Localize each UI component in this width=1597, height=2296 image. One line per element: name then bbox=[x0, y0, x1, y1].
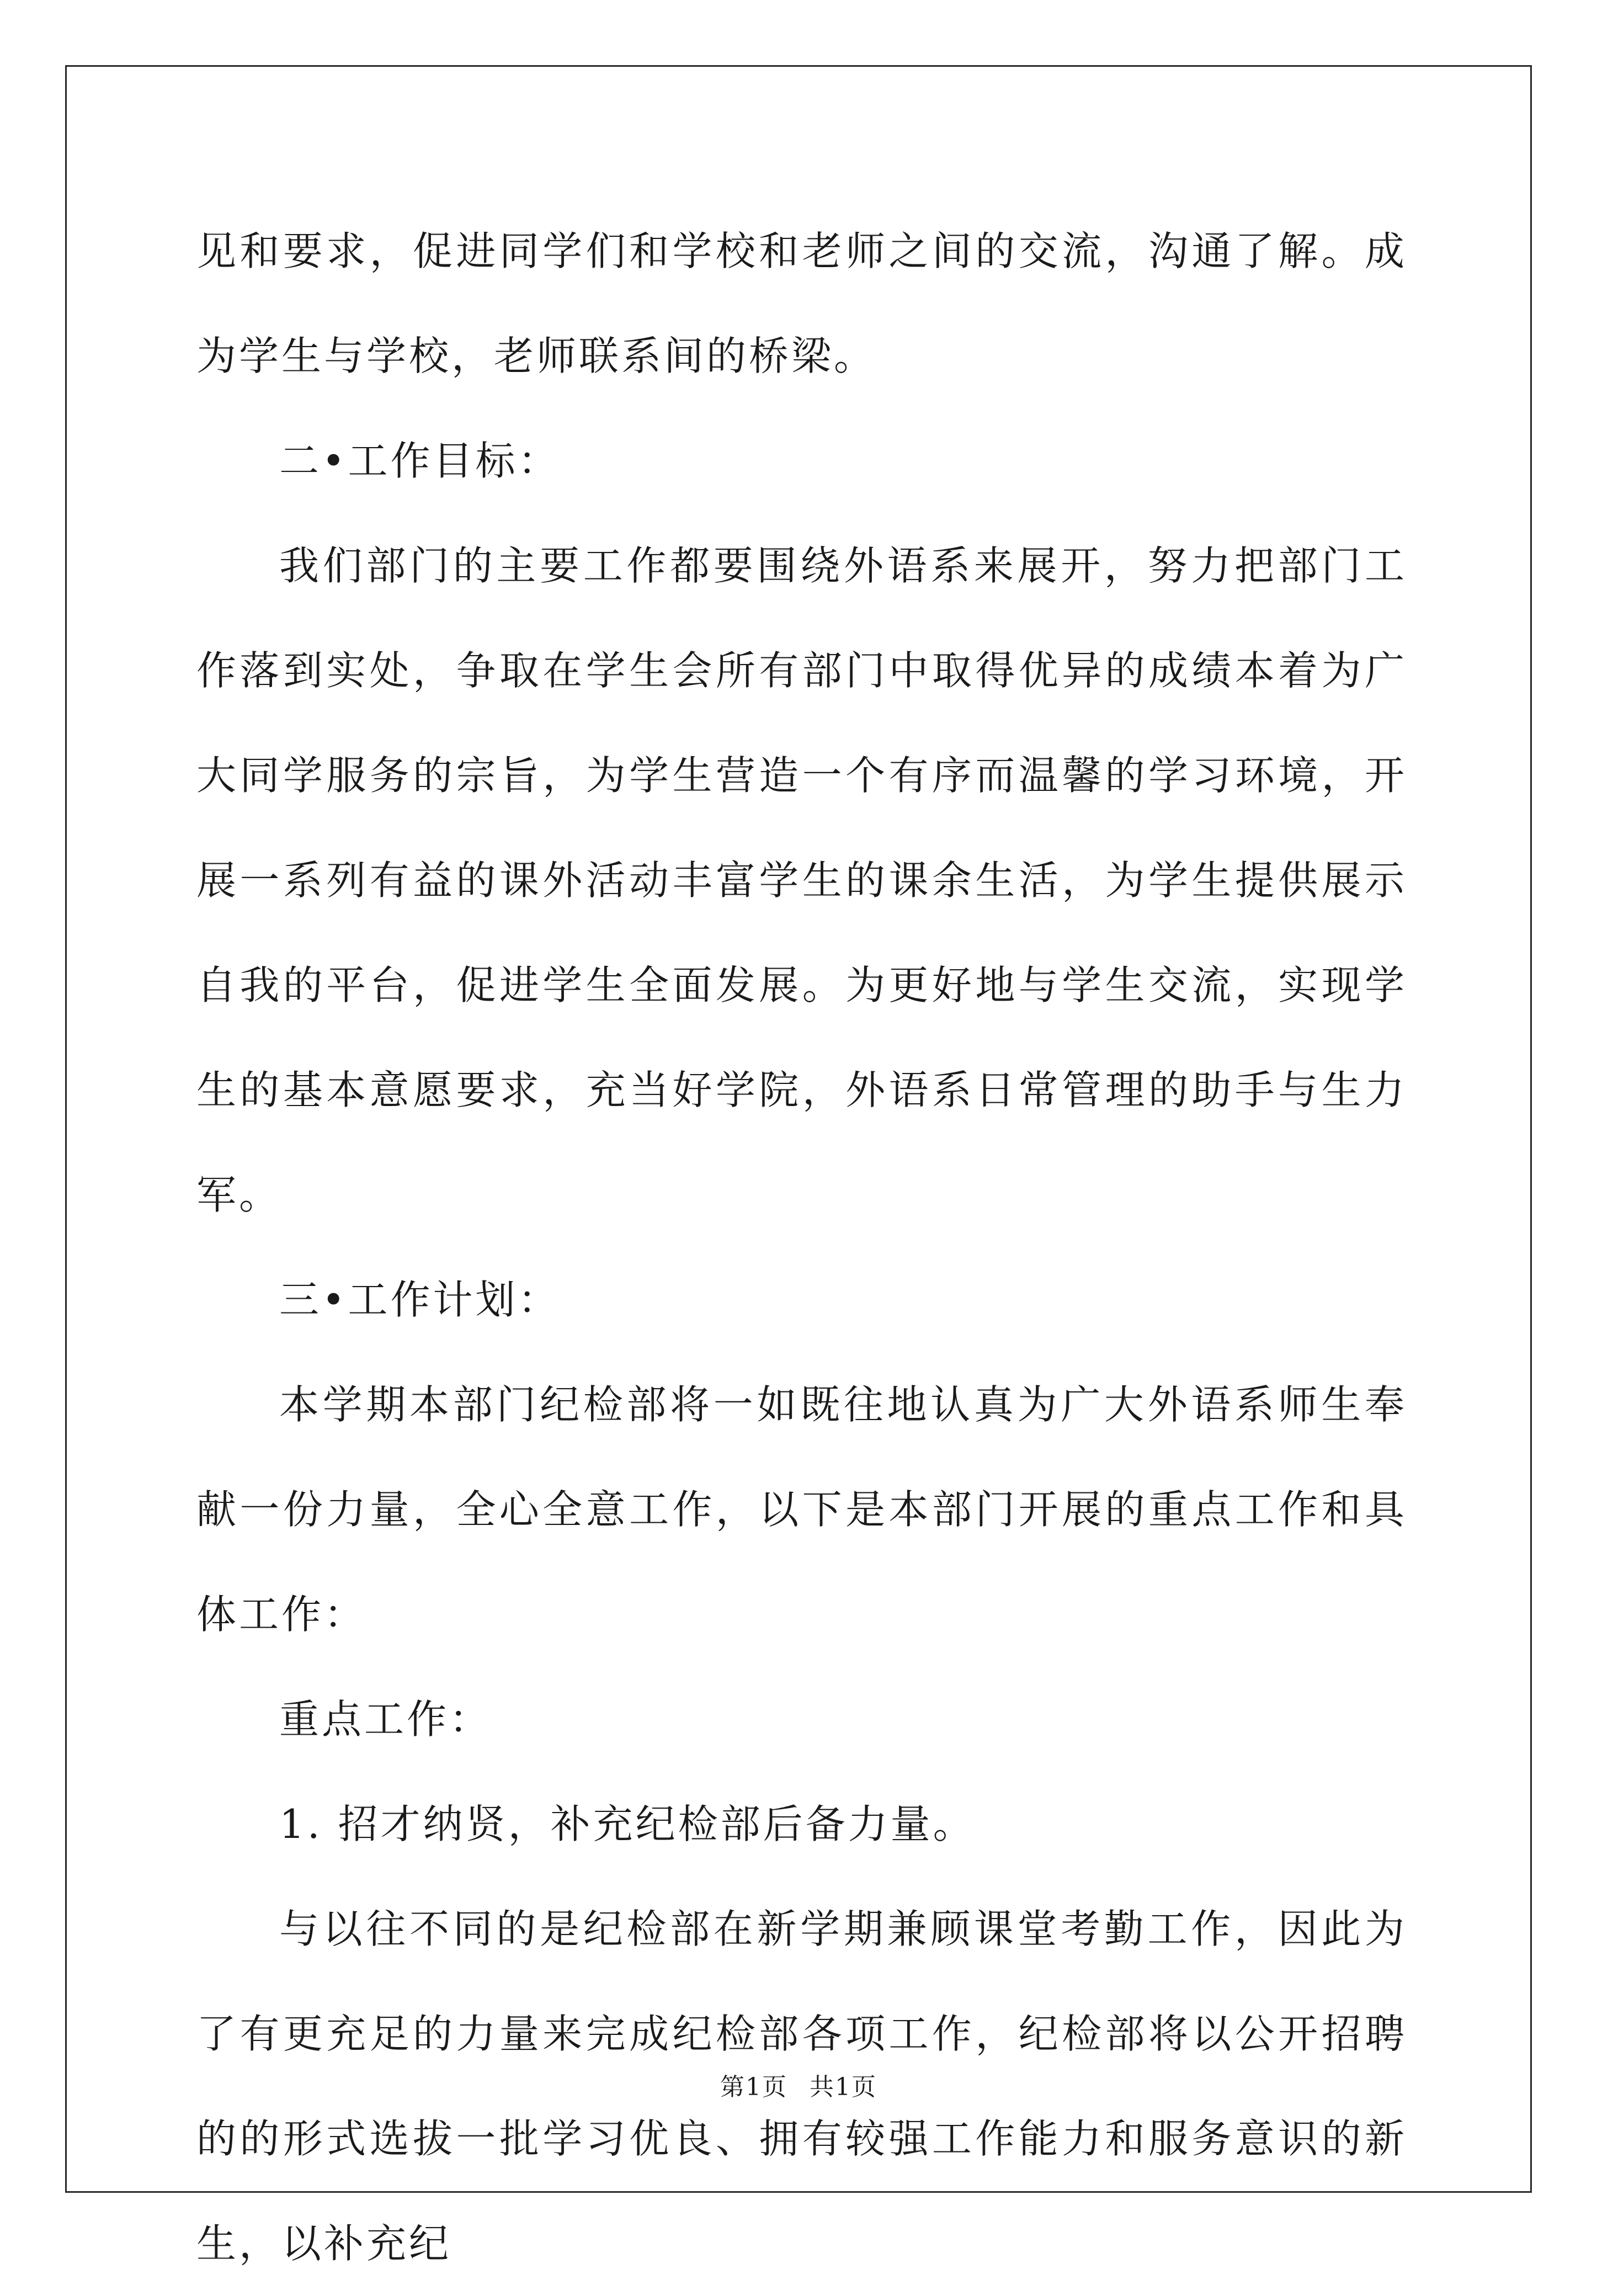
paragraph-goals: 我们部门的主要工作都要围绕外语系来展开，努力把部门工作落到实处，争取在学生会所有部门中取得优异的成绩本着为广大同学服务的宗旨，为学生营造一个有序而温馨的学习环境，开展一系列有益的课外活动丰富学生的课余生活，为学生提供展示自我的平台，促进学生全面发展。为更好地与学生交流，实现学生的基本意愿要求，充当好学院，外语系日常管理的助手与生力军。 bbox=[196, 543, 1407, 1218]
paragraph-continuation: 见和要求，促进同学们和学校和老师之间的交流，沟通了解。成为学生与学校，老师联系间的桥梁。 bbox=[196, 228, 1407, 379]
page-total: 共1页 bbox=[810, 2073, 877, 2101]
section-heading-goals: 二•工作目标： bbox=[279, 438, 561, 484]
section-heading-plan: 三•工作计划： bbox=[279, 1277, 561, 1323]
paragraph-recruitment: 与以往不同的是纪检部在新学期兼顾课堂考勤工作，因此为了有更充足的力量来完成纪检部各项工作，纪检部将以公开招聘的的形式选拔一批学习优良、拥有较强工作能力和服务意识的新生，以补充纪 bbox=[196, 1906, 1407, 2267]
paragraph-plan-intro: 本学期本部门纪检部将一如既往地认真为广大外语系师生奉献一份力量，全心全意工作，以下是本部门开展的重点工作和具体工作： bbox=[196, 1381, 1407, 1638]
subheading-key-work: 重点工作： bbox=[279, 1696, 492, 1742]
list-item-recruitment: 1. 招才纳贤，补充纪检部后备力量。 bbox=[279, 1801, 976, 1847]
page-footer bbox=[0, 2071, 1597, 2104]
document-body bbox=[196, 199, 1407, 2296]
page-number: 第1页 bbox=[720, 2073, 787, 2101]
